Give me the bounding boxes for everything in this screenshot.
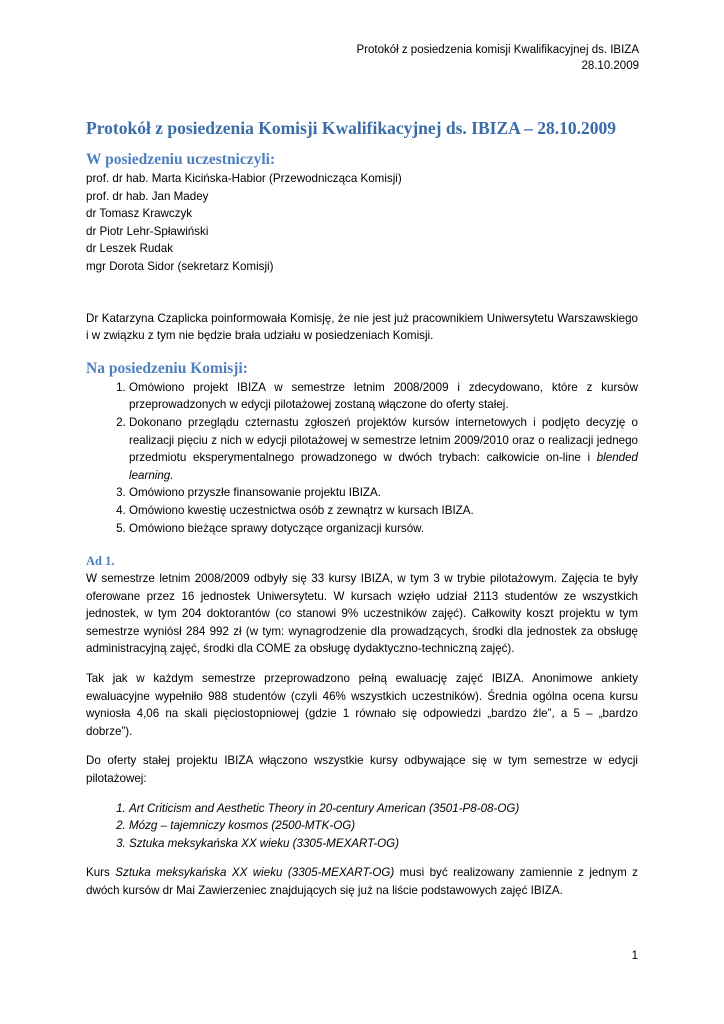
session-items-list bbox=[86, 379, 638, 537]
ad1-paragraph: W semestrze letnim 2008/2009 odbyły się 33 kursy IBIZA, w tym 3 w trybie pilotażowym. Zajęcia te były oferowane przez 16 jednostek Uniwersytetu. W kursach wzięło udział 2113 studentów ze wszystkich jednostek, w tym 204 doktorantów (co stanowi 9% uczestników zajęć). Całkowity koszt projektu w tym semestrze wyniósł 284 992 zł (w tym: wynagrodzenie dla prowadzących, środki dla jednostek za obsługę administracyjną zajęć, środki dla COME za obsługę dydaktyczno-techniczną zajęć). bbox=[86, 572, 638, 656]
header-date: 28.10.2009 bbox=[581, 60, 639, 72]
participants-heading: W posiedzeniu uczestniczyli: bbox=[86, 151, 276, 168]
session-item: 5. Omówiono bieżące sprawy dotyczące organizacji kursów. bbox=[129, 520, 638, 538]
session-item: 3. Omówiono przyszłe finansowanie projektu IBIZA. bbox=[129, 484, 638, 502]
course-reference: Sztuka meksykańska XX wieku (3305-MEXART-OG) bbox=[115, 866, 395, 880]
session-item: 1. Omówiono projekt IBIZA w semestrze letnim 2008/2009 i zdecydowano, które z kursów przeprowadzonych w edycji pilotażowej zostaną włączone do oferty stałej. bbox=[129, 379, 638, 414]
page-number: 1 bbox=[631, 950, 638, 962]
ad1-paragraph: Tak jak w każdym semestrze przeprowadzono pełną ewaluację zajęć IBIZA. Anonimowe ankiety ewaluacyjne wypełniło 988 studentów (czyli 46% wszystkich uczestników). Średnia ogólna ocena kursu wyniosła 4,06 na skali pięciostopniowej (gdzie 1 równało się odpowiedzi „bardzo źle”, a 5 – „bardzo dobrze”). bbox=[86, 672, 638, 738]
document-title: Protokół z posiedzenia Komisji Kwalifikacyjnej ds. IBIZA – 28.10.2009 bbox=[86, 118, 617, 138]
page-header bbox=[356, 42, 639, 74]
ad1-heading: Ad 1. bbox=[86, 554, 115, 569]
course-item: 2. Mózg – tajemniczy kosmos (2500-MTK-OG) bbox=[129, 817, 638, 835]
session-item-italic: blended learning. bbox=[129, 451, 638, 482]
course-item: 3. Sztuka meksykańska XX wieku (3305-MEXART-OG) bbox=[129, 835, 638, 853]
document-body bbox=[86, 116, 638, 900]
participant: dr Leszek Rudak bbox=[86, 242, 173, 256]
final-paragraph: Kurs Sztuka meksykańska XX wieku (3305-MEXART-OG) musi być realizowany zamiennie z jednym z dwóch kursów dr Mai Zawierzeniec znajdujących się już na liście podstawowych zajęć IBIZA. bbox=[86, 866, 638, 897]
participant: dr Piotr Lehr-Spławiński bbox=[86, 224, 209, 238]
course-item: 1. Art Criticism and Aesthetic Theory in 20-century American (3501-P8-08-OG) bbox=[129, 800, 638, 818]
participant: mgr Dorota Sidor (sekretarz Komisji) bbox=[86, 259, 274, 273]
info-paragraph: Dr Katarzyna Czaplicka poinformowała Komisję, że nie jest już pracownikiem Uniwersytetu Warszawskiego i w związku z tym nie będzie brała udziału w posiedzeniach Komisji. bbox=[86, 311, 638, 343]
session-item: 2. Dokonano przeglądu czternastu zgłoszeń projektów kursów internetowych i podjęto decyzję o realizacji pięciu z nich w edycji pilotażowej w semestrze letnim 2009/2010 oraz o realizacji jednego przedmiotu eksperymentalnego prowadzonego w dwóch trybach: całkowicie on-line i blended learning. bbox=[129, 414, 638, 484]
participant: prof. dr hab. Marta Kicińska-Habior (Przewodnicząca Komisji) bbox=[86, 172, 402, 185]
courses-list bbox=[86, 800, 638, 853]
session-item: 4. Omówiono kwestię uczestnictwa osób z zewnątrz w kursach IBIZA. bbox=[129, 502, 638, 520]
ad1-paragraph: Do oferty stałej projektu IBIZA włączono wszystkie kursy odbywające się w tym semestrze w edycji pilotażowej: bbox=[86, 754, 638, 786]
participant: dr Tomasz Krawczyk bbox=[86, 207, 193, 221]
participant: prof. dr hab. Jan Madey bbox=[86, 189, 209, 203]
participants-list bbox=[86, 170, 638, 276]
header-title: Protokół z posiedzenia komisji Kwalifikacyjnej ds. IBIZA bbox=[356, 44, 639, 56]
session-heading: Na posiedzeniu Komisji: bbox=[86, 359, 248, 377]
